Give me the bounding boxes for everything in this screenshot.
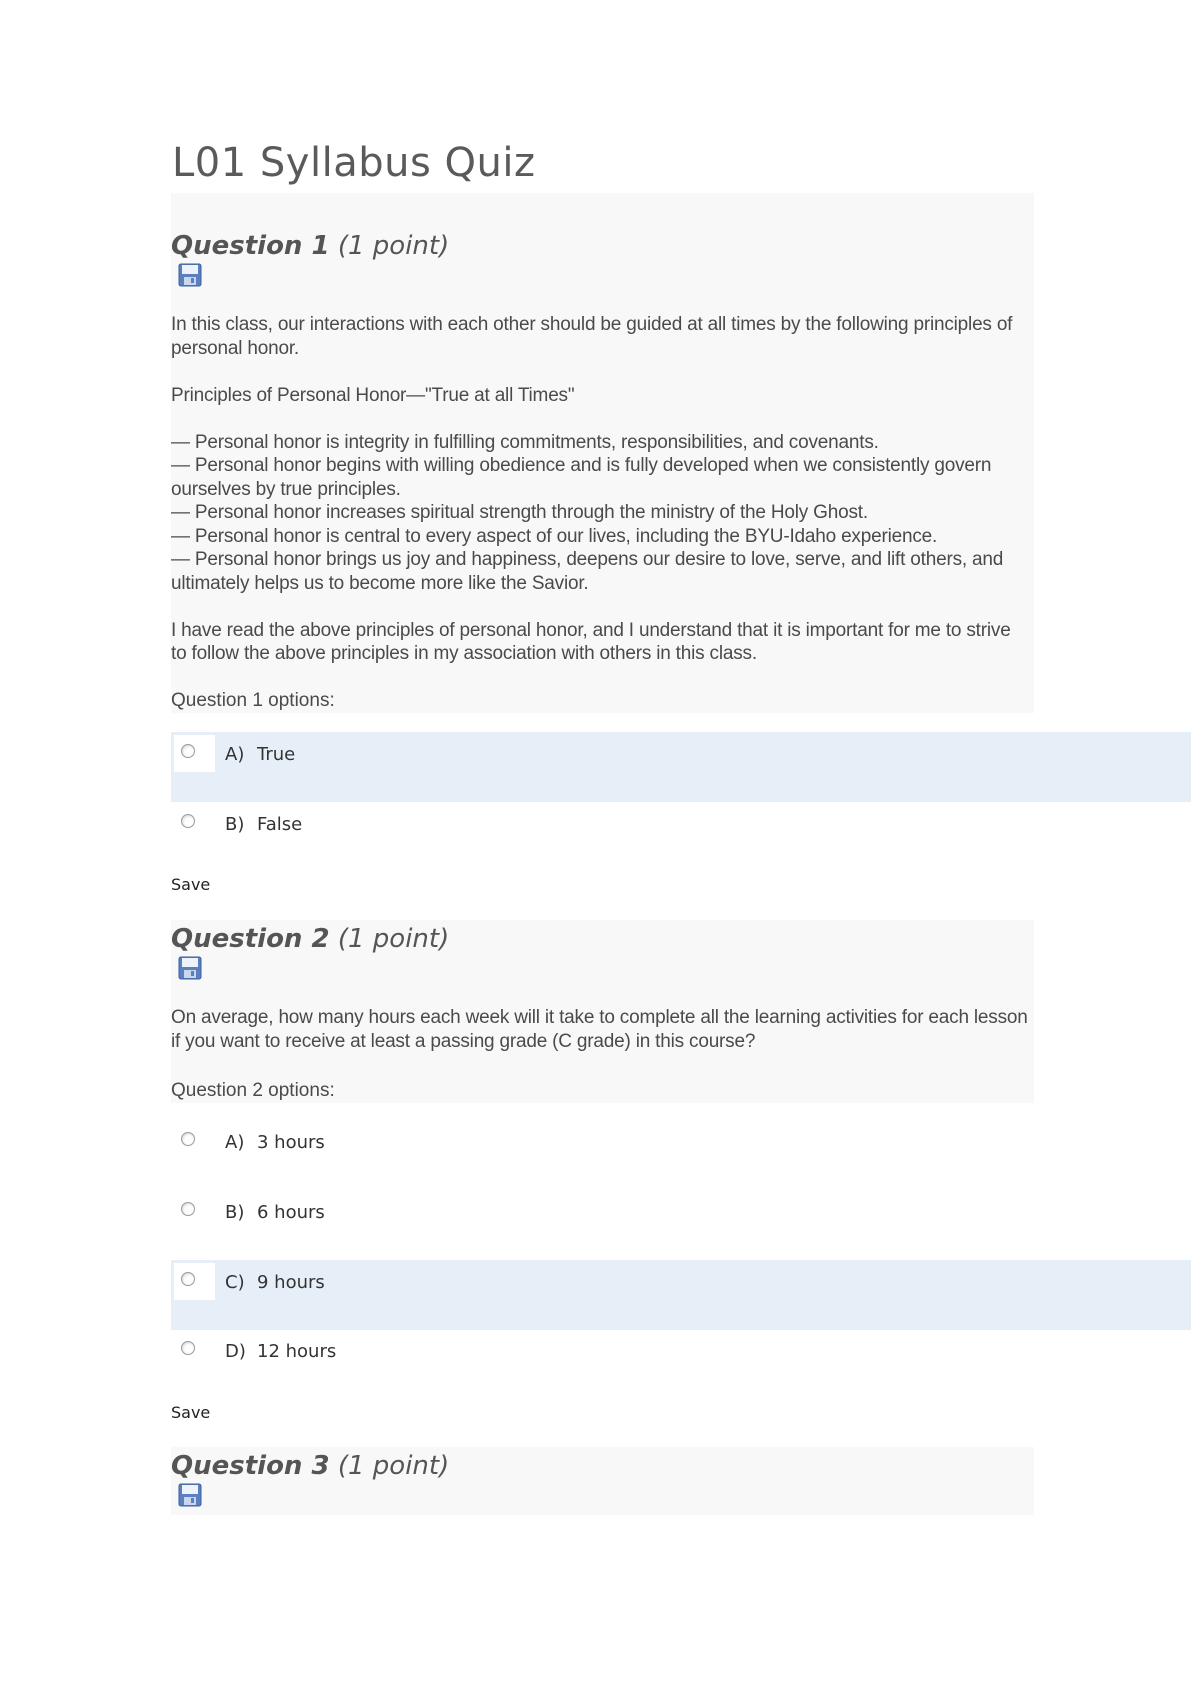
option-label: 12 hours (257, 1341, 337, 1362)
question-2-block (171, 920, 1034, 1103)
question-1-text (171, 313, 1031, 666)
option-letter: B) (225, 814, 245, 835)
option-label: True (257, 744, 296, 765)
question-1-heading (171, 231, 449, 261)
question-3-title: Question 3 (171, 1451, 330, 1481)
save-icon[interactable] (178, 956, 202, 980)
question-2-option-b[interactable] (171, 1190, 1191, 1260)
radio-box (174, 1263, 215, 1300)
question-1-save-button[interactable]: Save (171, 875, 211, 894)
question-2-heading (171, 924, 449, 954)
radio-button[interactable] (181, 1132, 195, 1146)
radio-box (174, 735, 215, 772)
question-1-paragraph: — Personal honor is integrity in fulfilling commitments, responsibilities, and covenants. — Personal honor begins with willing obedience and is fully developed when we consistently govern ourselves by true principles. — Personal honor increases spiritual strength through the ministry of the Holy Ghost. — Personal honor is central to every aspect of our lives, including the BYU-Idaho experience. — Personal honor brings us joy and happiness, deepens our desire to love, serve, and lift others, and ultimately helps us to become more like the Savior. (171, 431, 1004, 594)
question-1-points: (1 point) (337, 231, 450, 261)
radio-button[interactable] (181, 1341, 195, 1355)
question-3-points: (1 point) (337, 1451, 450, 1481)
question-2-paragraph: On average, how many hours each week will it take to complete all the learning activities for each lesson if you want to receive at least a passing grade (C grade) in this course? (171, 1007, 1028, 1052)
radio-button[interactable] (181, 1202, 195, 1216)
question-2-title: Question 2 (171, 924, 330, 954)
radio-box (174, 1332, 215, 1369)
save-icon[interactable] (178, 263, 202, 287)
radio-box (174, 1123, 215, 1160)
radio-button[interactable] (181, 814, 195, 828)
question-3-heading (171, 1451, 449, 1481)
option-label: 9 hours (257, 1272, 325, 1293)
question-1-block (171, 193, 1034, 713)
option-label: False (257, 814, 303, 835)
page-title: L01 Syllabus Quiz (172, 140, 536, 186)
radio-box (174, 1193, 215, 1230)
question-1-title: Question 1 (171, 231, 330, 261)
question-1-option-a[interactable] (171, 732, 1191, 802)
radio-button[interactable] (181, 1272, 195, 1286)
question-3-block (171, 1447, 1034, 1515)
question-2-option-c[interactable] (171, 1260, 1191, 1330)
option-letter: A) (225, 1132, 245, 1153)
option-letter: B) (225, 1202, 245, 1223)
question-2-option-d[interactable] (171, 1329, 1191, 1399)
option-letter: D) (225, 1341, 246, 1362)
question-1-paragraph: Principles of Personal Honor—"True at all Times" (171, 384, 575, 406)
save-icon[interactable] (178, 1483, 202, 1507)
radio-box (174, 805, 215, 842)
option-letter: A) (225, 744, 245, 765)
option-label: 3 hours (257, 1132, 325, 1153)
question-1-paragraph: I have read the above principles of personal honor, and I understand that it is important for me to strive to follow the above principles in my association with others in this class. (171, 619, 1011, 664)
option-label: 6 hours (257, 1202, 325, 1223)
question-1-option-b[interactable] (171, 802, 1191, 872)
question-2-points: (1 point) (337, 924, 450, 954)
question-2-option-a[interactable] (171, 1120, 1191, 1190)
question-1-options-label: Question 1 options: (171, 690, 335, 711)
question-1-paragraph: In this class, our interactions with each other should be guided at all times by the following principles of personal honor. (171, 314, 1013, 359)
question-2-save-button[interactable]: Save (171, 1403, 211, 1422)
radio-button[interactable] (181, 744, 195, 758)
question-2-text (171, 1006, 1031, 1053)
option-letter: C) (225, 1272, 245, 1293)
question-2-options-label: Question 2 options: (171, 1080, 335, 1101)
